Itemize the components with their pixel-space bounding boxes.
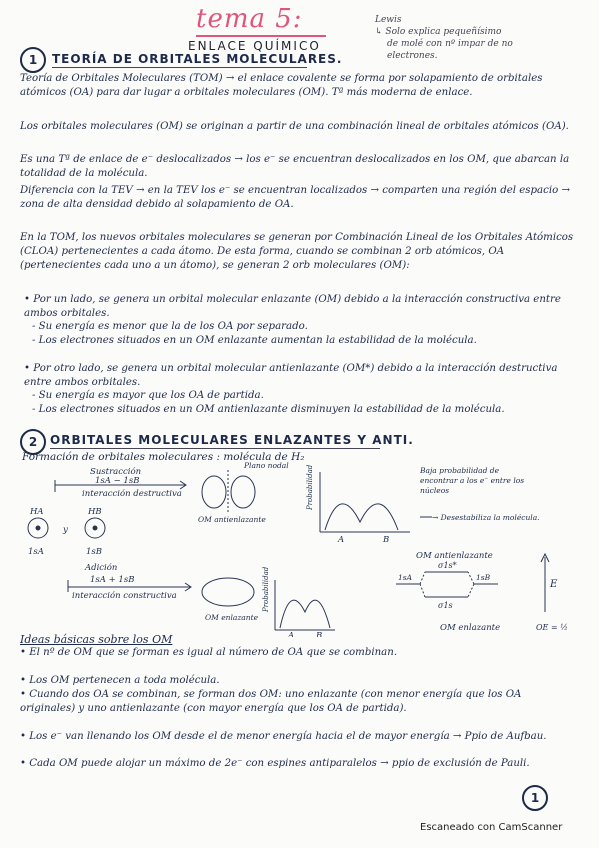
section-2-number: 2 xyxy=(20,429,46,455)
bullet-antienlazante-energia: - Su energía es mayor que los OA de partida. xyxy=(32,390,264,401)
idea-item: • El nº de OM que se forman es igual al número de OA que se combinan. xyxy=(20,647,398,658)
atom-a-nucleus xyxy=(36,526,40,530)
right-note-2: → Desestabiliza la molécula. xyxy=(432,513,540,522)
scanner-watermark: Escaneado con CamScanner xyxy=(420,822,563,833)
right-note-1: Baja probabilidad de encontrar a los e⁻ entre los núcleos xyxy=(420,466,525,495)
lewis-note-line: ↳ Solo explica pequeñísimo xyxy=(375,27,502,37)
prob-label-2: Probabilidad xyxy=(262,566,270,612)
label-a-2: A xyxy=(288,631,295,637)
orb-b-label: 1sB xyxy=(86,547,103,557)
section-1-underline xyxy=(52,67,307,68)
om-enl-small-label: OM enlazante xyxy=(205,613,259,622)
add-eq: 1sA + 1sB xyxy=(90,575,135,585)
bullet-enlazante: • Por un lado, se genera un orbital molecular enlazante (OM) debido a la interacción constructiva entre ambos orbitales. xyxy=(24,294,561,319)
one-sA-label: 1sA xyxy=(398,573,413,582)
lewis-note-line: Lewis xyxy=(375,15,402,25)
add-label: Adición xyxy=(85,563,118,573)
y-label: y xyxy=(63,525,68,535)
bullet-antienlazante: • Por otro lado, se genera un orbital molecular antienlazante (OM*) debido a la interacción destructiva entre ambos orbitales. xyxy=(24,363,558,388)
paragraph-tom-generacion: En la TOM, los nuevos orbitales moleculares se generan por Combinación Lineal de los Orbitales Atómicos (CLOA) pertenecientes a cada átomo. De esta forma, cuando se combinan 2 orb atómicos, OA (pertenecientes cada uno a un átomo), se generan 2 orb moleculares (OM): xyxy=(20,232,574,271)
section-2-title: ORBITALES MOLECULARES ENLAZANTES Y ANTI. xyxy=(50,433,414,447)
label-a-1: A xyxy=(338,535,345,545)
lewis-note-line: electrones. xyxy=(387,51,438,61)
label-b-1: B xyxy=(383,535,390,545)
om-anti-label: OM antienlazante xyxy=(416,551,493,561)
bullet-enlazante-energia: - Su energía es menor que la de los OA por separado. xyxy=(32,321,308,332)
idea-item: • Cuando dos OA se combinan, se forman dos OM: uno enlazante (con menor energía que los OA originales) y uno antienlazante (con mayor energía que los OA de partida). xyxy=(20,689,522,714)
prob-plot-2-curve xyxy=(280,600,330,628)
atom-b-nucleus xyxy=(93,526,97,530)
section-2-underline xyxy=(50,448,380,449)
formation-heading: Formación de orbitales moleculares : molécula de H₂ xyxy=(22,451,305,463)
lewis-note xyxy=(375,14,590,62)
idea-item: • Cada OM puede alojar un máximo de 2e⁻ con espines antiparalelos → ppio de exclusión de Pauli. xyxy=(20,758,530,769)
prob-label-1: Probabilidad xyxy=(306,464,314,510)
atom-b-label: HB xyxy=(88,507,102,517)
one-sB-label: 1sB xyxy=(476,573,491,582)
sigma-label: σ1s xyxy=(438,601,453,610)
sub-interaction: interacción destructiva xyxy=(82,489,182,499)
bonding-orbital-shape xyxy=(202,578,254,606)
sub-eq: 1sA − 1sB xyxy=(95,476,140,486)
section-1-title: TEORÍA DE ORBITALES MOLECULARES. xyxy=(52,52,343,66)
label-b-2: B xyxy=(316,631,323,637)
idea-item: • Los OM pertenecen a toda molécula. xyxy=(20,675,220,686)
paragraph-cloa: Los orbitales moleculares (OM) se originan a partir de una combinación lineal de orbitales atómicos (OA). xyxy=(20,121,569,132)
antibonding-lobe-b xyxy=(231,476,255,508)
bullet-antienlazante-estabilidad: - Los electrones situados en un OM antienlazante disminuyen la estabilidad de la molécula. xyxy=(32,404,505,415)
section-1-number: 1 xyxy=(20,47,46,73)
sigma-star-label: σ1s* xyxy=(438,561,457,570)
title-underline xyxy=(196,35,326,37)
page-subtitle: ENLACE QUÍMICO xyxy=(188,39,321,53)
page-number: 1 xyxy=(522,785,548,811)
paragraph-tev: Diferencia con la TEV → en la TEV los e⁻ se encuentran localizados → comparten una región del espacio → zona de alta densidad debido al solapamiento de OA. xyxy=(20,185,571,210)
add-interaction: interacción constructiva xyxy=(72,591,177,601)
antibonding-lobe-a xyxy=(202,476,226,508)
prob-plot-1-curve xyxy=(325,504,398,530)
page-title: tema 5: xyxy=(196,4,303,34)
om-enl-label: OM enlazante xyxy=(440,623,501,633)
ideas-heading: Ideas básicas sobre los OM xyxy=(20,633,173,646)
lewis-note-line: de molé con nº impar de no xyxy=(387,39,513,49)
sub-label: Sustracción xyxy=(90,467,142,477)
paragraph-deslocalizados: Es una Tª de enlace de e⁻ deslocalizados → los e⁻ se encuentran deslocalizados en los OM, que abarcan la totalidad de la molécula. xyxy=(20,154,570,179)
idea-item: • Los e⁻ van llenando los OM desde el de menor energía hacia el de mayor energía → Ppio de Aufbau. xyxy=(20,731,547,742)
paragraph-tom: Teoría de Orbitales Moleculares (TOM) → el enlace covalente se forma por solapamiento de orbitales atómicos (OA) para dar lugar a orbitales moleculares (OM). Tª más moderna de enlace. xyxy=(20,73,543,98)
om-anti-small-label: OM antienlazante xyxy=(198,515,266,524)
bullet-enlazante-estabilidad: - Los electrones situados en un OM enlazante aumentan la estabilidad de la molécula. xyxy=(32,335,477,346)
atom-a-label: HA xyxy=(30,507,44,517)
plano-nodal-label: Plano nodal xyxy=(244,462,289,470)
energy-label: E xyxy=(550,579,558,590)
oe-label: OE = ½ xyxy=(536,623,568,632)
orb-a-label: 1sA xyxy=(28,547,44,557)
